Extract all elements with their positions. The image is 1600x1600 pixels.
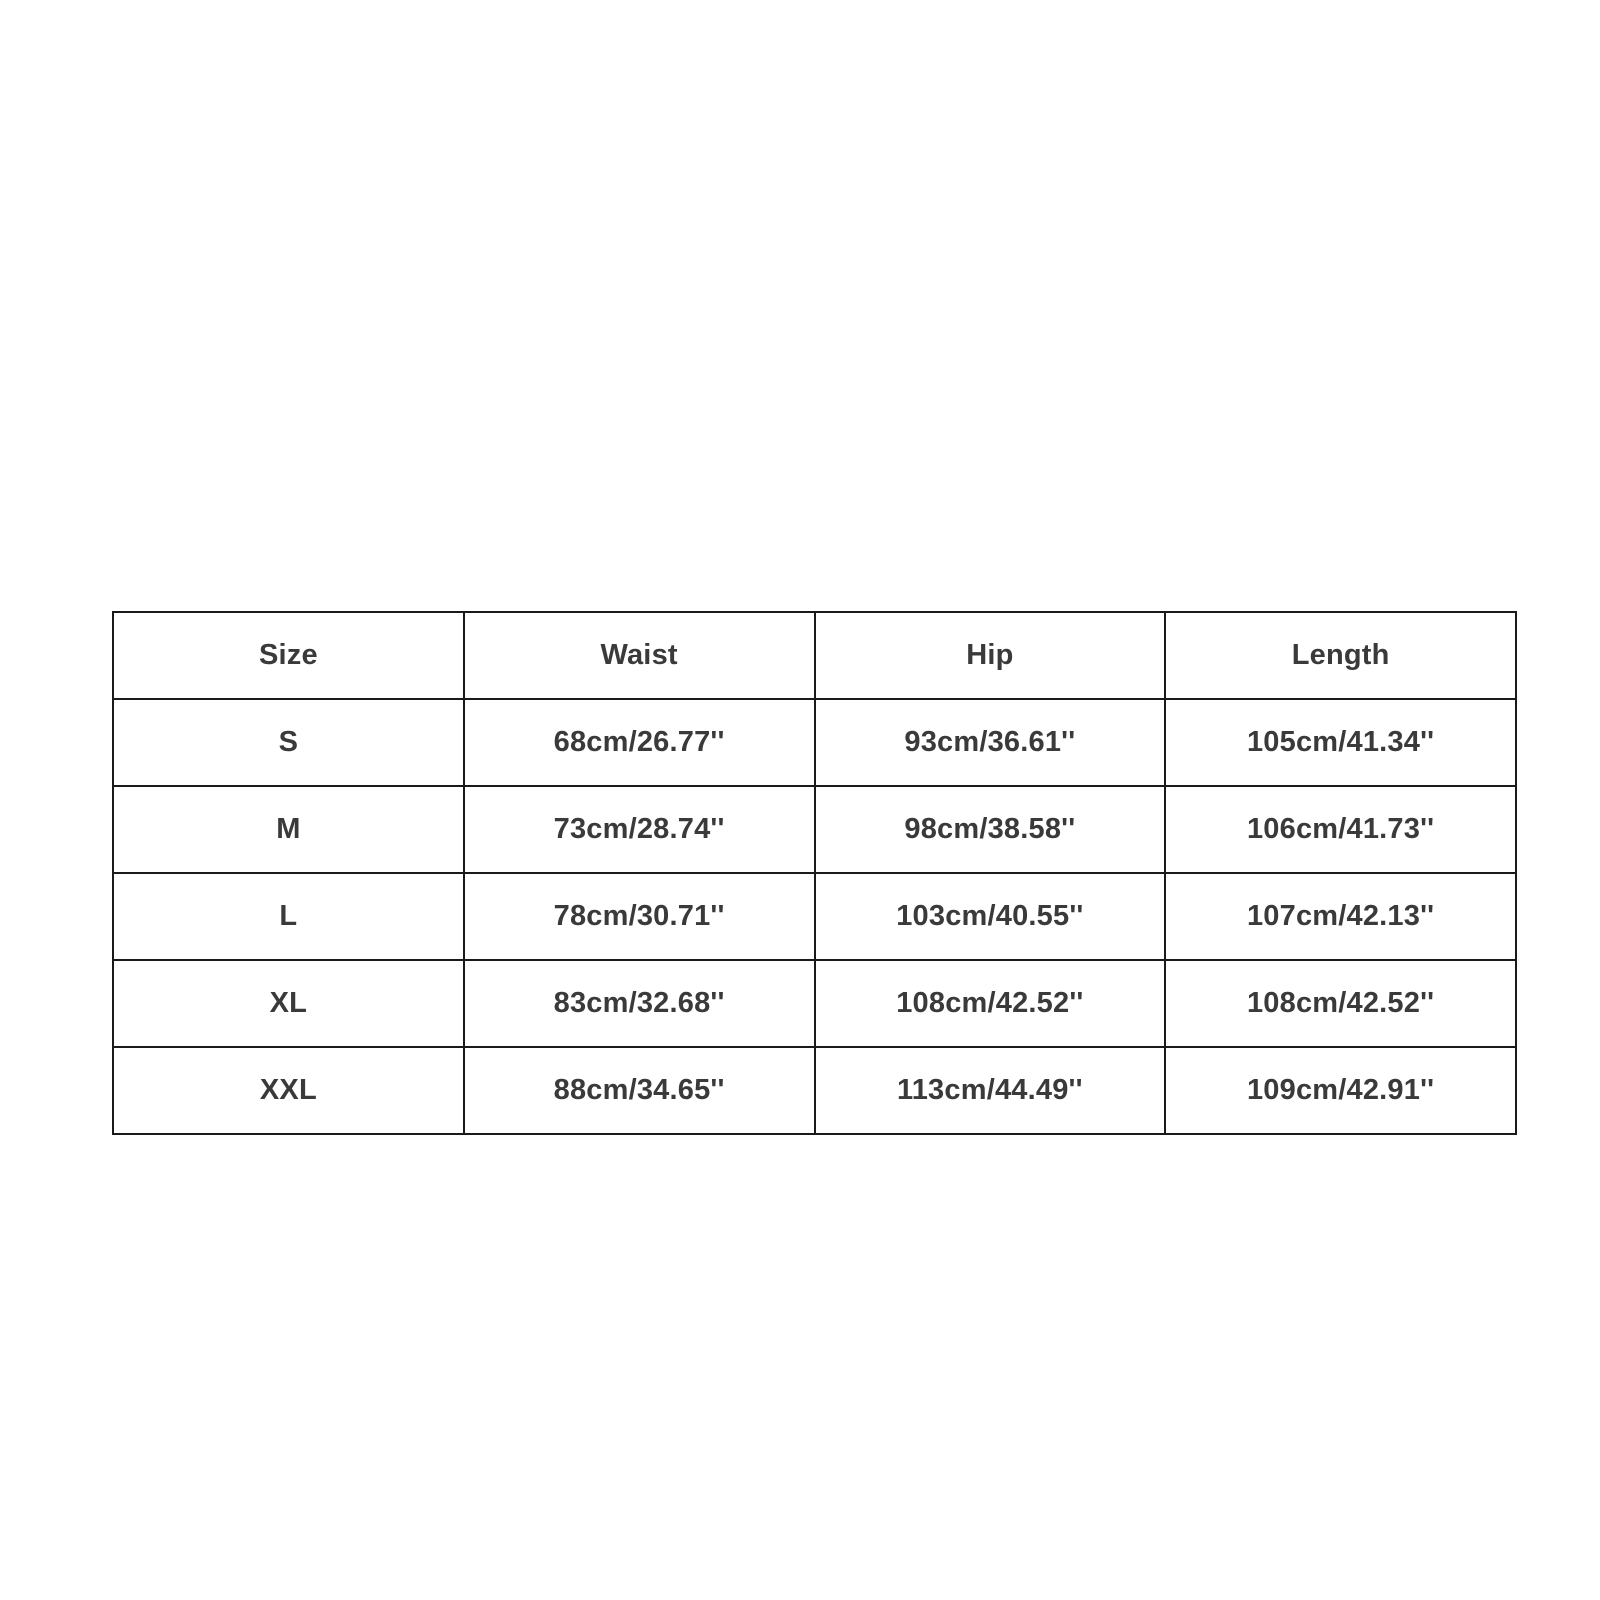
cell-length: 107cm/42.13'' [1165,873,1516,960]
header-size: Size [113,612,464,699]
cell-waist: 88cm/34.65'' [464,1047,815,1134]
cell-hip: 113cm/44.49'' [815,1047,1166,1134]
table-row [113,786,1516,873]
cell-waist: 73cm/28.74'' [464,786,815,873]
cell-waist: 68cm/26.77'' [464,699,815,786]
table-body [113,699,1516,1134]
header-hip: Hip [815,612,1166,699]
cell-length: 109cm/42.91'' [1165,1047,1516,1134]
table-header [113,612,1516,699]
cell-size: L [113,873,464,960]
header-row [113,612,1516,699]
cell-hip: 103cm/40.55'' [815,873,1166,960]
header-waist: Waist [464,612,815,699]
table-row [113,1047,1516,1134]
cell-length: 105cm/41.34'' [1165,699,1516,786]
cell-size: S [113,699,464,786]
cell-length: 106cm/41.73'' [1165,786,1516,873]
table-row [113,699,1516,786]
cell-size: M [113,786,464,873]
table-row [113,960,1516,1047]
header-length: Length [1165,612,1516,699]
table-row [113,873,1516,960]
cell-waist: 83cm/32.68'' [464,960,815,1047]
cell-hip: 108cm/42.52'' [815,960,1166,1047]
cell-size: XL [113,960,464,1047]
cell-waist: 78cm/30.71'' [464,873,815,960]
cell-hip: 98cm/38.58'' [815,786,1166,873]
cell-length: 108cm/42.52'' [1165,960,1516,1047]
cell-hip: 93cm/36.61'' [815,699,1166,786]
size-chart-table [112,611,1517,1135]
cell-size: XXL [113,1047,464,1134]
